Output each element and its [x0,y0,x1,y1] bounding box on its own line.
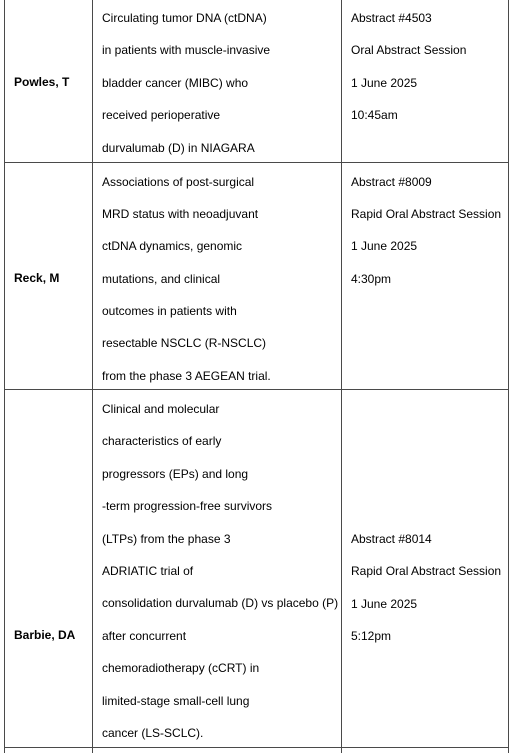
title-line: cancer (LS-SCLC). [102,726,204,740]
title-line: ADRIATIC trial of [102,564,194,578]
title-line: characteristics of early [102,434,222,448]
table-border-right [508,0,509,753]
session-time: 10:45am [351,108,398,122]
author-name: Powles, T [14,75,70,89]
title-line: after concurrent [102,629,187,643]
title-line: resectable NSCLC (R-NSCLC) [102,336,267,350]
title-line: ctDNA dynamics, genomic [102,239,243,253]
title-line: limited-stage small-cell lung [102,694,250,708]
session-date: 1 June 2025 [351,76,418,90]
title-line: outcomes in patients with [102,304,237,318]
session-date: 1 June 2025 [351,239,418,253]
author-name: Reck, M [14,271,60,285]
title-line: bladder cancer (MIBC) who [102,76,249,90]
session-type: Oral Abstract Session [351,43,467,57]
session-time: 4:30pm [351,272,392,286]
title-line: MRD status with neoadjuvant [102,207,259,221]
session-type: Rapid Oral Abstract Session [351,207,502,221]
session-date: 1 June 2025 [351,597,418,611]
abstract-number: Abstract #8009 [351,175,432,189]
title-line: received perioperative [102,108,221,122]
row-divider [4,162,509,163]
title-line: Associations of post-surgical [102,175,255,189]
title-line: mutations, and clinical [102,272,221,286]
title-line: (LTPs) from the phase 3 [102,532,231,546]
title-line: durvalumab (D) in NIAGARA [102,141,255,155]
title-line: -term progression-free survivors [102,499,273,513]
row-divider [4,747,509,748]
abstract-number: Abstract #8014 [351,532,432,546]
table-border-left [4,0,5,753]
title-line: in patients with muscle-invasive [102,43,271,57]
title-line: Clinical and molecular [102,402,220,416]
abstracts-table [4,0,509,753]
abstract-number: Abstract #4503 [351,11,432,25]
title-line: from the phase 3 AEGEAN trial. [102,369,271,383]
title-line: consolidation durvalumab (D) vs placebo (P) [102,596,339,610]
title-line: chemoradiotherapy (cCRT) in [102,661,260,675]
author-name: Barbie, DA [14,628,76,642]
session-time: 5:12pm [351,629,392,643]
session-type: Rapid Oral Abstract Session [351,564,502,578]
column-divider [92,0,93,753]
column-divider [341,0,342,753]
row-divider [4,389,509,390]
title-line: progressors (EPs) and long [102,467,249,481]
title-line: Circulating tumor DNA (ctDNA) [102,11,267,25]
